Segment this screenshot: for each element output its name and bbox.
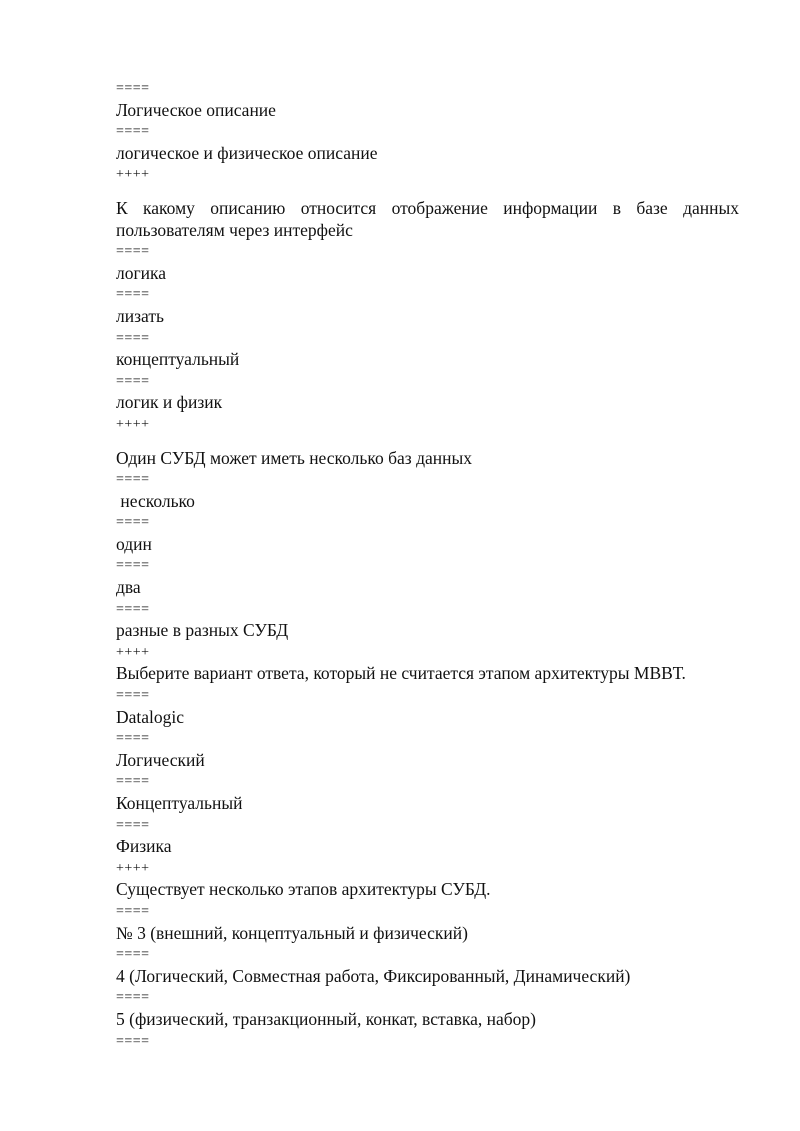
answer-separator: ==== [116,472,150,488]
answer-option: два [116,577,141,598]
answer-separator: ==== [116,373,150,389]
question-separator: ++++ [116,167,150,183]
answer-option: логик и физик [116,392,223,413]
answer-separator: ==== [116,81,150,96]
answer-option: несколько [116,490,195,511]
answer-separator: ==== [116,515,150,531]
answer-option: лизать [116,305,164,326]
question-text: Один СУБД может иметь несколько баз данных [116,447,472,468]
answer-option: разные в разных СУБД [116,620,289,641]
question-text: К какому описанию относится отображение информации в базе данных пользователям через интерфейс [116,197,739,240]
document-body [116,78,739,1052]
answer-separator: ==== [116,947,150,963]
answer-separator: ==== [116,287,150,303]
answer-separator: ==== [116,688,150,704]
question-separator: ++++ [116,416,150,432]
question-text: Выберите вариант ответа, который не считается этапом архитектуры МВВТ. [116,663,686,684]
question-text: Существует несколько этапов архитектуры СУБД. [116,879,491,900]
answer-separator: ==== [116,558,150,574]
answer-separator: ==== [116,601,150,617]
answer-separator: ==== [116,774,150,790]
answer-separator: ==== [116,244,150,260]
answer-option: логика [116,262,167,283]
question-separator: ++++ [116,860,150,876]
answer-option: один [116,533,152,554]
answer-option: Логический [116,749,205,770]
answer-option: логическое и физическое описание [116,142,378,163]
answer-separator: ==== [116,817,150,833]
answer-separator: ==== [116,903,150,919]
answer-separator: ==== [116,990,150,1006]
answer-option: 4 (Логический, Совместная работа, Фиксированный, Динамический) [116,965,631,986]
answer-separator: ==== [116,731,150,747]
answer-option: Datalogic [116,706,185,727]
answer-option: концептуальный [116,349,240,370]
answer-option: № 3 (внешний, концептуальный и физический) [116,922,468,943]
answer-option: Концептуальный [116,793,243,813]
answer-separator: ==== [116,1033,150,1049]
answer-option: Физика [116,836,172,857]
answer-option: Логическое описание [116,99,276,120]
question-separator: ++++ [116,644,150,660]
answer-separator: ==== [116,124,150,140]
answer-separator: ==== [116,330,150,346]
answer-option: 5 (физический, транзакционный, конкат, вставка, набор) [116,1008,536,1029]
